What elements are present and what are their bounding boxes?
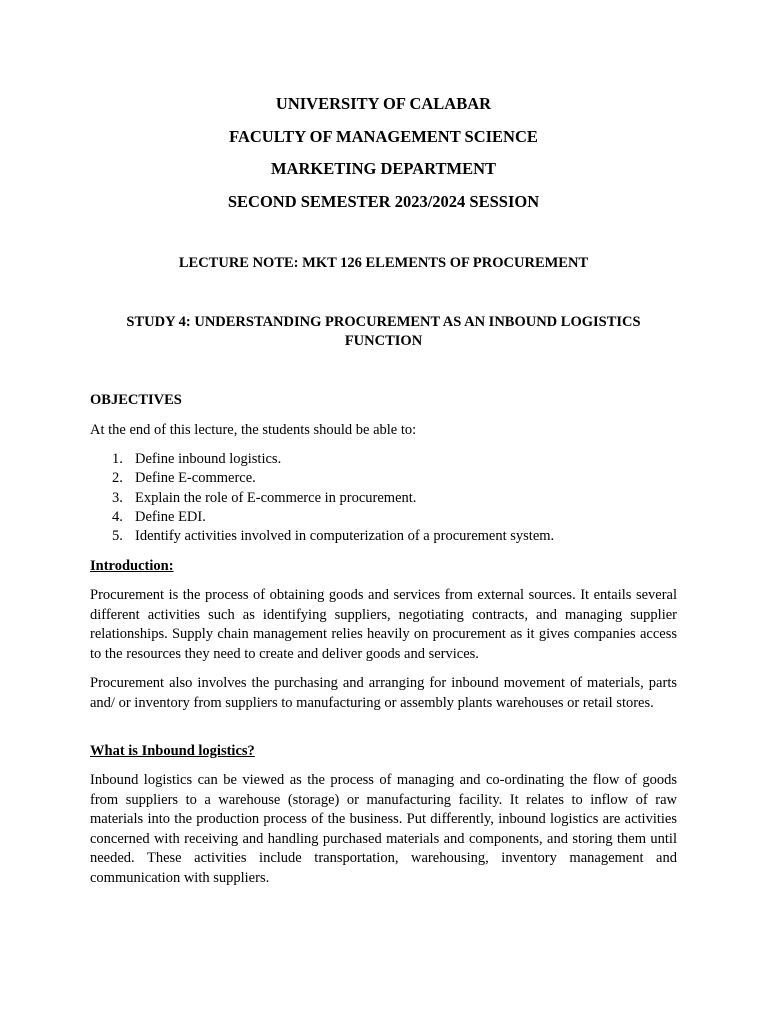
list-item-text: Identify activities involved in computerization of a procurement system. (135, 528, 555, 545)
faculty-title: FACULTY OF MANAGEMENT SCIENCE (229, 127, 538, 146)
list-item-text: Define EDI. (135, 508, 206, 525)
university-title: UNIVERSITY OF CALABAR (275, 94, 492, 113)
introduction-heading: Introduction: (90, 558, 174, 574)
list-item-number: 4. (112, 508, 123, 525)
introduction-paragraph-2: Procurement also involves the purchasing and arranging for inbound movement of materials, parts and/ or inventory from suppliers to manufacturing or assembly plants warehouses or retail stores. (90, 675, 677, 711)
objectives-list (90, 450, 554, 546)
list-item (90, 469, 554, 488)
department-title: MARKETING DEPARTMENT (270, 159, 497, 178)
study-title-line-1: STUDY 4: UNDERSTANDING PROCUREMENT AS AN INBOUND LOGISTICS (126, 314, 641, 330)
inbound-logistics-paragraph: Inbound logistics can be viewed as the process of managing and co-ordinating the flow of goods from suppliers to a warehouse (storage) or manufacturing facility. It relates to inflow of raw materials into the production process of the business. Put differently, inbound logistics are activities concerned with receiving and handling purchased materials and components, and storing them until needed. These activities include transportation, warehousing, inventory management and communication with suppliers. (90, 772, 677, 886)
list-item-text: Explain the role of E-commerce in procurement. (135, 489, 417, 506)
list-item (90, 527, 554, 546)
objectives-heading: OBJECTIVES (90, 392, 182, 408)
list-item (90, 450, 554, 469)
study-title-line-2: FUNCTION (344, 333, 423, 349)
inbound-logistics-heading: What is Inbound logistics? (90, 743, 255, 759)
list-item-number: 2. (112, 470, 123, 487)
list-item-text: Define inbound logistics. (135, 451, 282, 467)
introduction-paragraph-1: Procurement is the process of obtaining goods and services from external sources. It entails several different activities such as identifying suppliers, negotiating contracts, and managing supplier relationships. Supply chain management relies heavily on procurement as it gives companies access to the resources they need to create and deliver goods and services. (90, 587, 677, 662)
objectives-intro: At the end of this lecture, the students should be able to: (90, 422, 417, 438)
list-item-text: Define E-commerce. (135, 470, 256, 487)
list-item (90, 508, 554, 527)
lecture-note-title: LECTURE NOTE: MKT 126 ELEMENTS OF PROCUREMENT (178, 255, 589, 271)
list-item (90, 489, 554, 508)
list-item-number: 1. (112, 451, 123, 467)
list-item-number: 3. (112, 489, 123, 506)
list-item-number: 5. (112, 528, 123, 545)
session-title: SECOND SEMESTER 2023/2024 SESSION (227, 192, 540, 211)
